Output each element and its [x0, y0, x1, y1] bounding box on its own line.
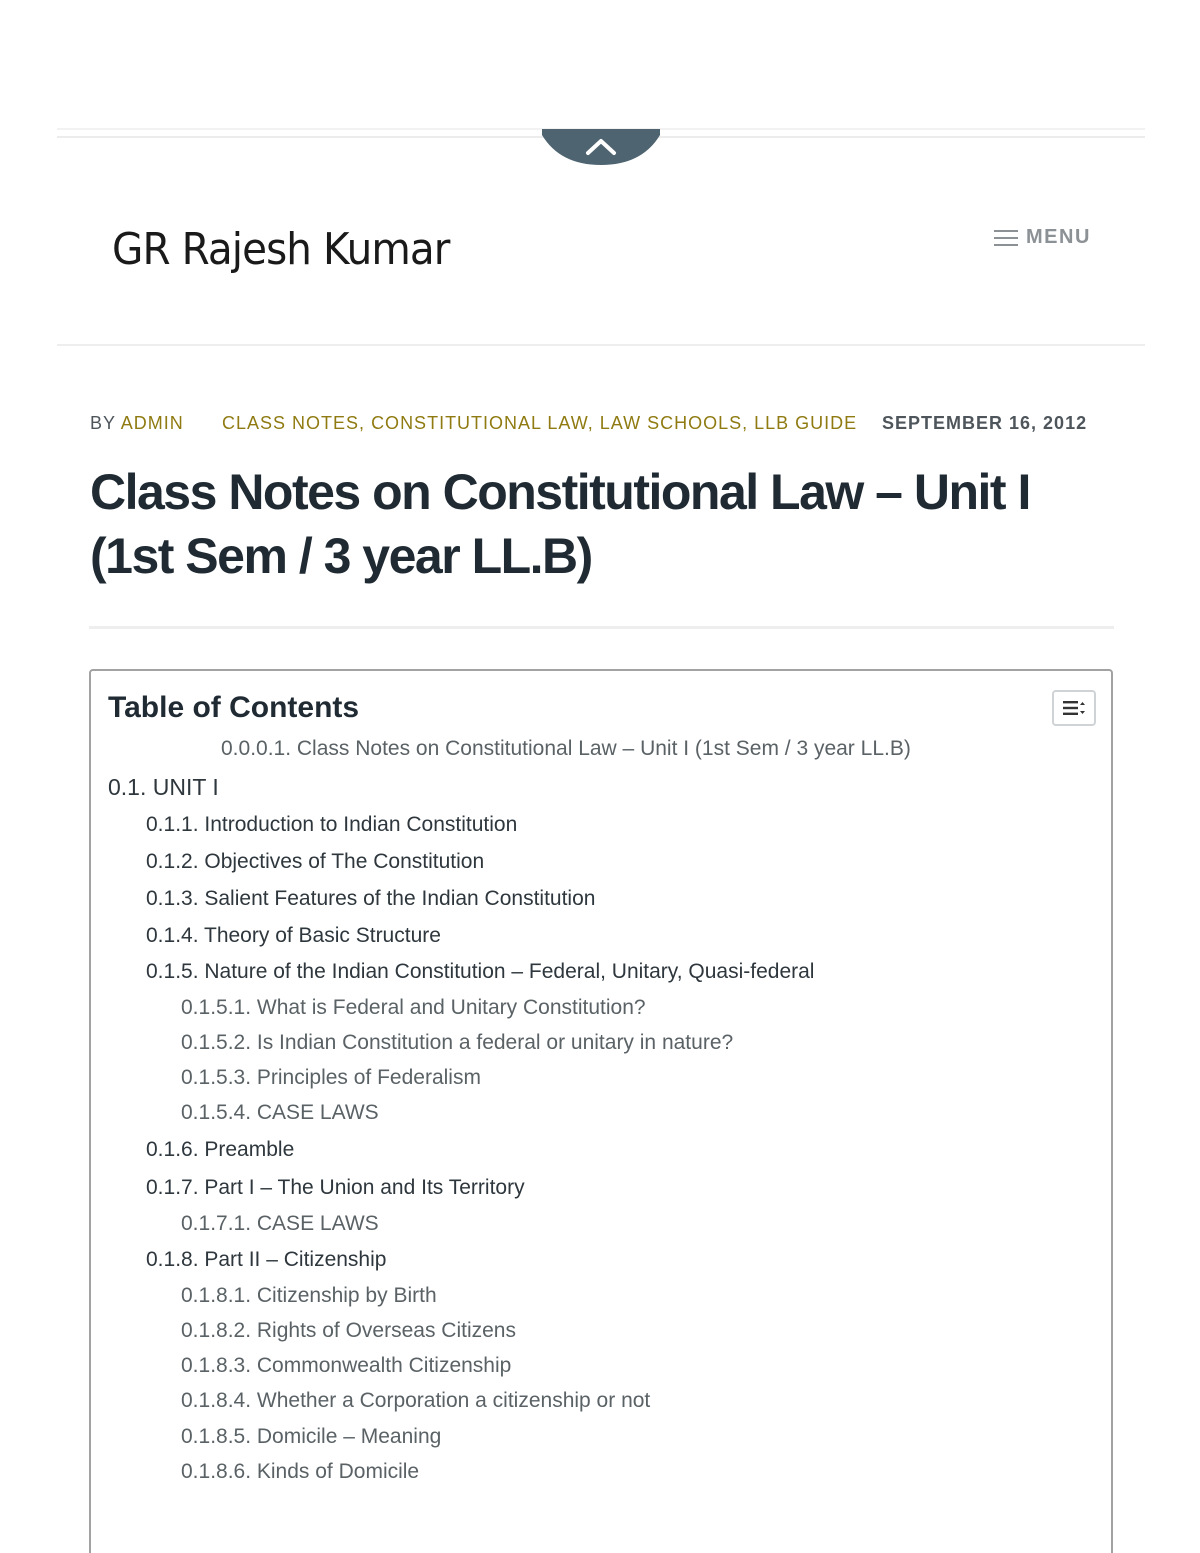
- toc-link[interactable]: 0.1.5.4. CASE LAWS: [181, 1101, 379, 1124]
- toc-link[interactable]: 0.1.5.1. What is Federal and Unitary Constitution?: [181, 996, 646, 1019]
- toc-toggle-button[interactable]: [1052, 690, 1096, 726]
- toc-link[interactable]: 0.0.0.1. Class Notes on Constitutional Law – Unit I (1st Sem / 3 year LL.B): [221, 737, 911, 760]
- scroll-to-top-button[interactable]: [542, 129, 660, 165]
- toc-link[interactable]: 0.1.8.5. Domicile – Meaning: [181, 1425, 442, 1448]
- list-toggle-icon: [1062, 699, 1086, 717]
- toc-link[interactable]: 0.1.3. Salient Features of the Indian Constitution: [146, 887, 596, 910]
- site-logo[interactable]: GR Rajesh Kumar: [112, 224, 450, 275]
- post-date: SEPTEMBER 16, 2012: [882, 413, 1088, 433]
- category-list: CLASS NOTES, CONSTITUTIONAL LAW, LAW SCHOOLS, LLB GUIDE: [222, 413, 858, 433]
- toc-title: Table of Contents: [108, 691, 360, 724]
- toc-link[interactable]: 0.1.8.6. Kinds of Domicile: [181, 1460, 420, 1483]
- toc-link[interactable]: 0.1.8. Part II – Citizenship: [146, 1248, 387, 1271]
- hamburger-icon: [994, 230, 1018, 246]
- category-link[interactable]: LAW SCHOOLS: [599, 413, 743, 433]
- toc-link[interactable]: 0.1.8.4. Whether a Corporation a citizenship or not: [181, 1389, 651, 1412]
- toc-link[interactable]: 0.1.4. Theory of Basic Structure: [146, 924, 441, 947]
- toc-link[interactable]: 0.1.8.1. Citizenship by Birth: [181, 1284, 437, 1307]
- toc-link[interactable]: 0.1.5. Nature of the Indian Constitution – Federal, Unitary, Quasi-federal: [146, 960, 815, 983]
- toc-link[interactable]: 0.1. UNIT I: [108, 774, 219, 800]
- toc-link[interactable]: 0.1.7.1. CASE LAWS: [181, 1212, 379, 1235]
- menu-label: MENU: [1026, 226, 1091, 248]
- toc-link[interactable]: 0.1.8.3. Commonwealth Citizenship: [181, 1354, 512, 1377]
- toc-link[interactable]: 0.1.5.2. Is Indian Constitution a federal or unitary in nature?: [181, 1031, 734, 1054]
- category-link[interactable]: CLASS NOTES: [222, 413, 360, 433]
- header-divider: [57, 344, 1145, 346]
- toc-link[interactable]: 0.1.5.3. Principles of Federalism: [181, 1066, 481, 1089]
- menu-button[interactable]: [994, 226, 1091, 249]
- toc-link[interactable]: 0.1.2. Objectives of The Constitution: [146, 850, 485, 873]
- byline-label: BY: [90, 413, 116, 433]
- author-link[interactable]: ADMIN: [120, 413, 184, 433]
- toc-link[interactable]: 0.1.7. Part I – The Union and Its Territory: [146, 1176, 525, 1199]
- toc-link[interactable]: 0.1.1. Introduction to Indian Constitution: [146, 813, 518, 836]
- toc-link[interactable]: 0.1.6. Preamble: [146, 1138, 295, 1161]
- table-of-contents: [89, 669, 1113, 1553]
- toc-link[interactable]: 0.1.8.2. Rights of Overseas Citizens: [181, 1319, 516, 1342]
- category-link[interactable]: LLB GUIDE: [754, 413, 858, 433]
- title-divider: [89, 626, 1114, 629]
- category-link[interactable]: CONSTITUTIONAL LAW: [371, 413, 588, 433]
- post-meta: [90, 413, 1090, 434]
- post-title: Class Notes on Constitutional Law – Unit I (1st Sem / 3 year LL.B): [90, 464, 1030, 584]
